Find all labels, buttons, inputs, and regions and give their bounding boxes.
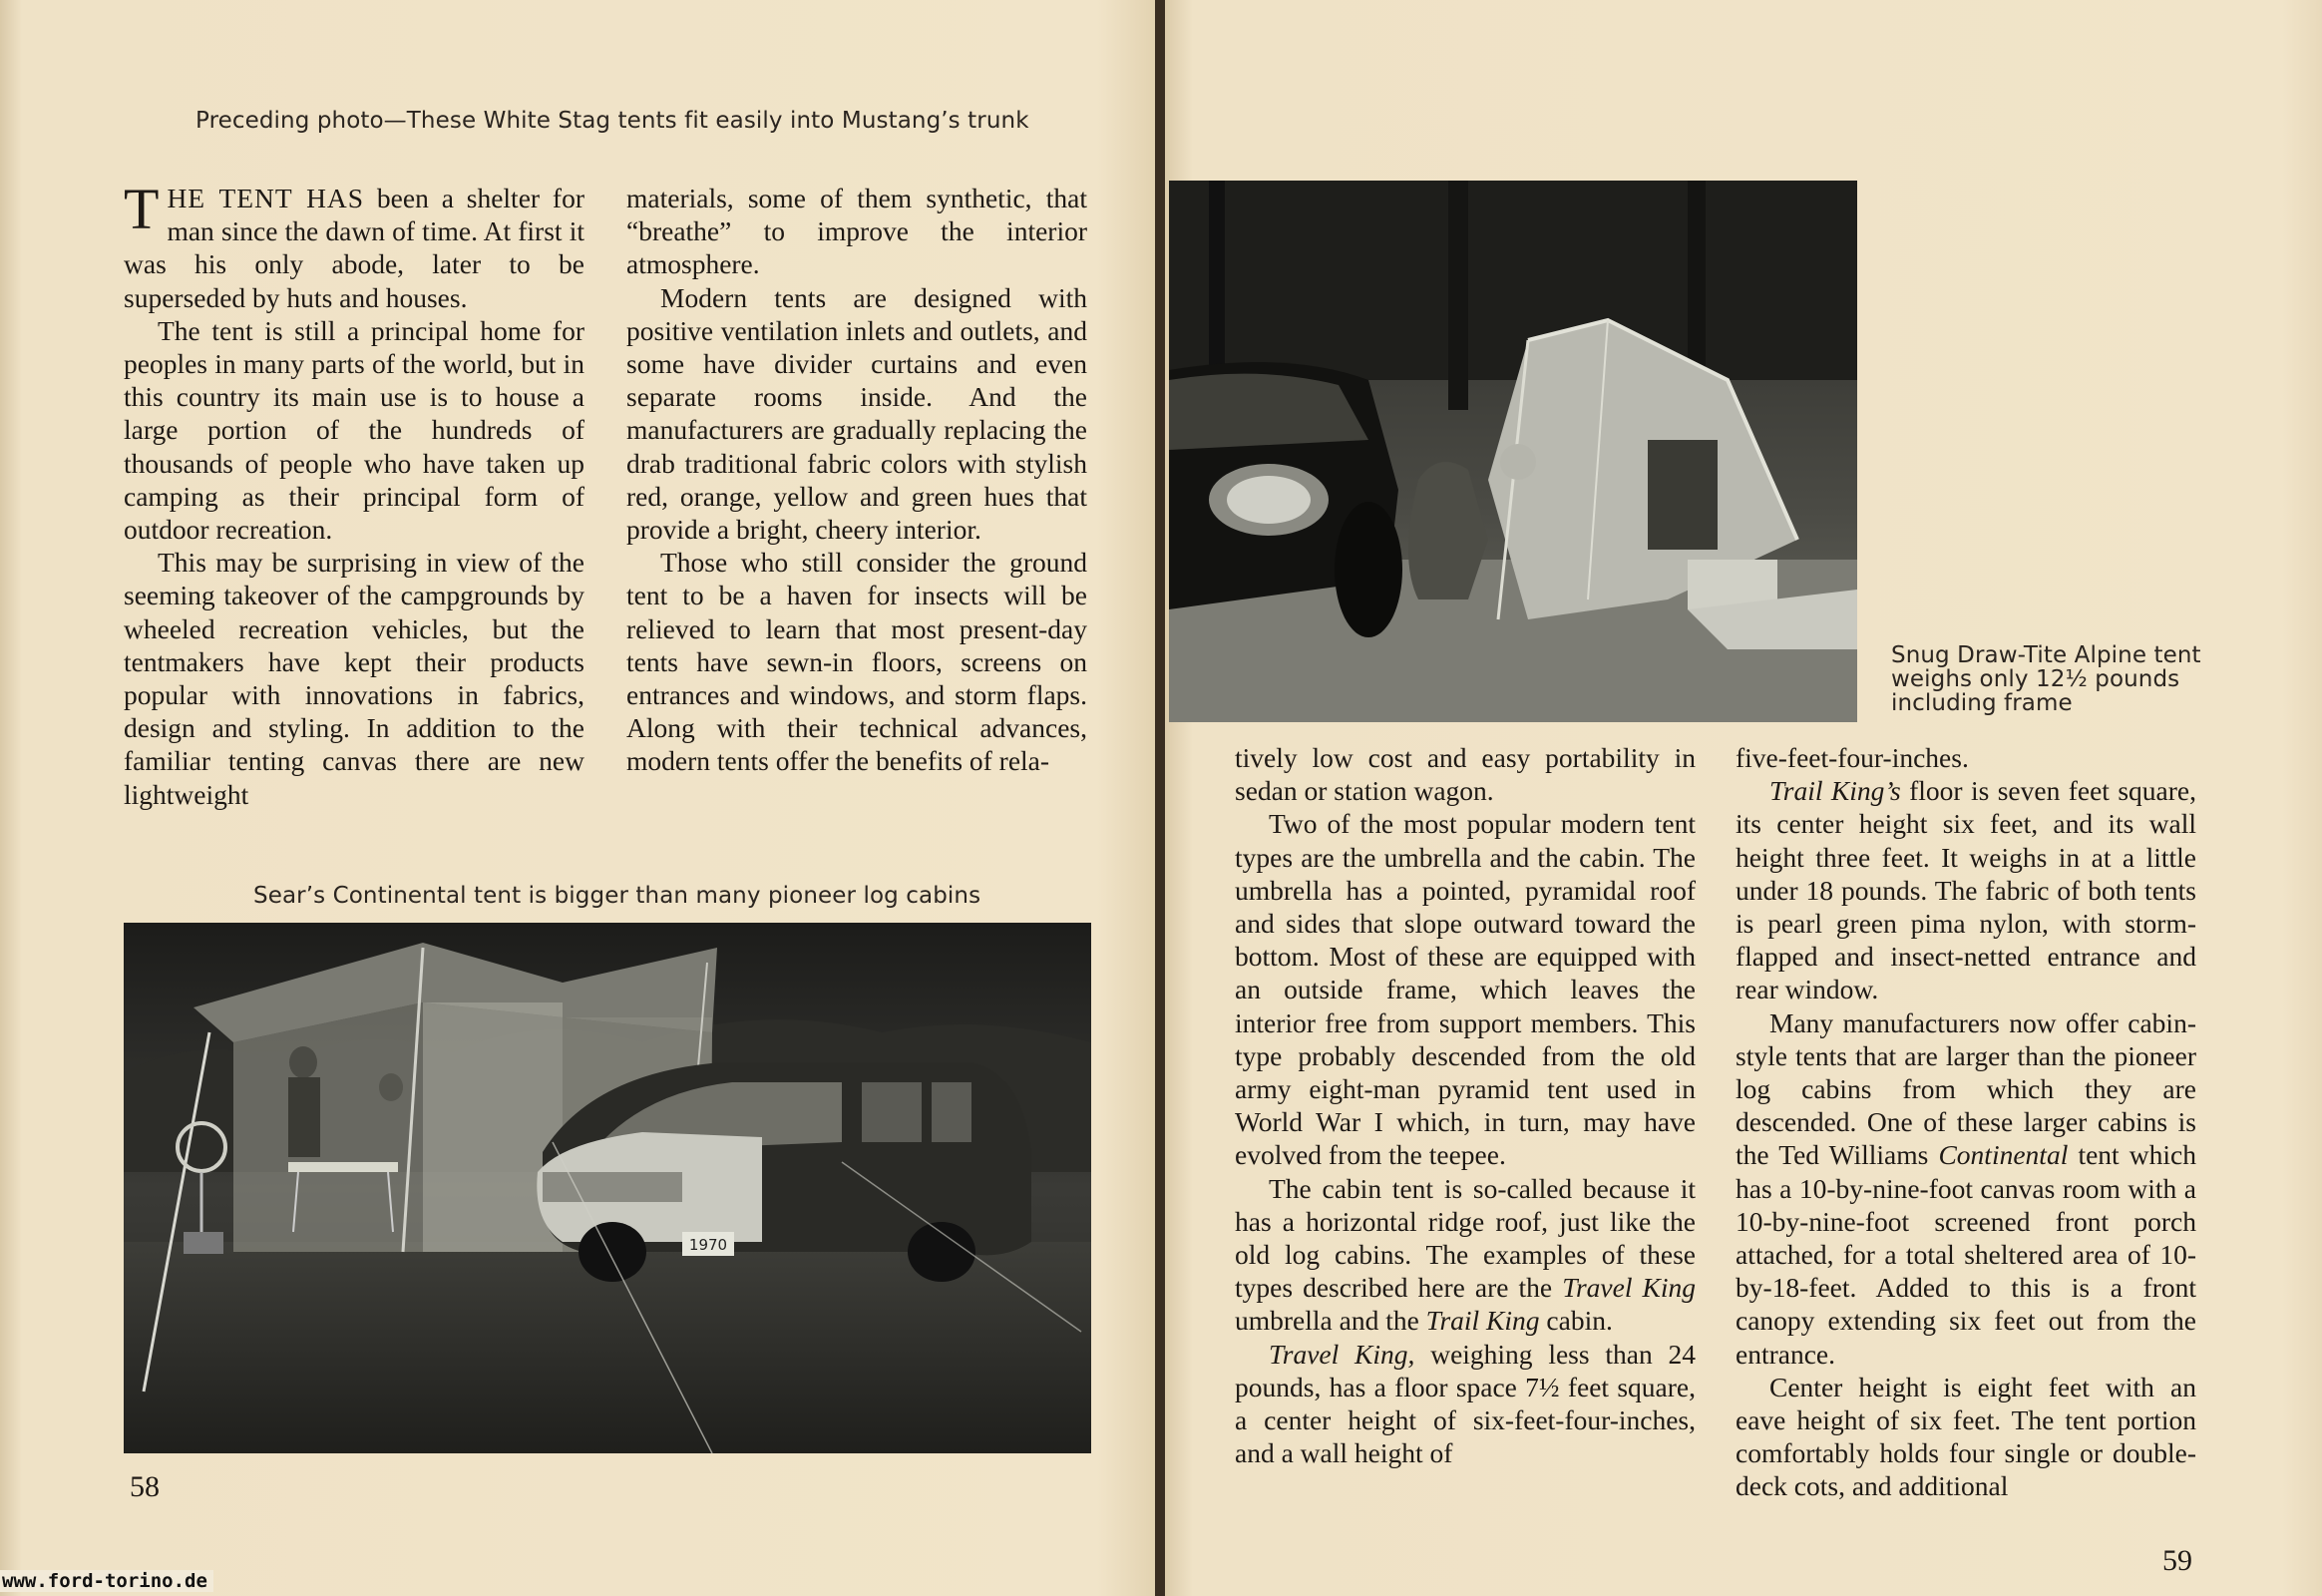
paragraph: Those who still consider the ground tent to be a haven for insects will be relieved to learn that most present-day tents have sewn-in floors, screens on entrances and windows, and storm flaps. Along with their technical advances, modern tents offer the benefits of rela- [626, 547, 1087, 777]
right-page [1165, 0, 2322, 1596]
paragraph: Travel King, weighing less than 24 pounds, has a floor space 7½ feet square, a center height of six-feet-four-inches, and a wall height of [1235, 1338, 1696, 1469]
right-column-2 [1736, 741, 2196, 1503]
page-number-left: 58 [130, 1470, 160, 1503]
paragraph: Trail King’s floor is seven feet square, its center height six feet, and its wall height three feet. It weighs in at a little under 18 pounds. The fabric of both tents is pearl green pima nylon, with storm-flapped and insect-netted entrance and rear window. [1736, 775, 2196, 1005]
left-page [0, 0, 1157, 1596]
page-number-right: 59 [2162, 1544, 2192, 1577]
paragraph: tively low cost and easy portability in sedan or station wagon. [1235, 742, 1696, 807]
site-watermark: www.ford-torino.de [0, 1570, 213, 1592]
left-column-1 [124, 177, 584, 811]
paragraph: The tent is still a principal home for peoples in many parts of the world, but in this country its main use is to house a large portion of the hundreds of thousands of people who have taken up camping as their principal form of outdoor recreation. [124, 314, 584, 546]
paragraph: This may be surprising in view of the seeming takeover of the campgrounds by wheeled recreation vehicles, but the tentmakers have kept their products popular with innovations in fabrics, design and styling. In addition to the familiar tenting canvas there are new lightweight [124, 547, 584, 810]
paragraph: THE TENT HAS been a shelter for man since the dawn of time. At first it was his only abode, later to be superseded by huts and houses. [124, 177, 584, 313]
paragraph: Many manufacturers now offer cabin-style tents that are larger than the pioneer log cabins from which they are descended. One of these larger cabins is the Ted Williams Continental tent which has a 10-by-nine-foot canvas room with a 10-by-nine-foot screened front porch attached, for a total sheltered area of 10-by-18-feet. Added to this is a front canopy extending six feet out from the entrance. [1736, 1006, 2196, 1370]
opening-smallcaps: HE TENT HAS [167, 183, 365, 213]
right-column-1 [1235, 741, 1696, 1469]
preceding-photo-caption: Preceding photo—These White Stag tents fit easily into Mustang’s trunk [195, 108, 1029, 134]
paragraph: Center height is eight feet with an eave height of six feet. The tent portion comfortably holds four single or double-deck cots, and additional [1736, 1371, 2196, 1502]
continental-tent-caption: Sear’s Continental tent is bigger than many pioneer log cabins [253, 883, 981, 909]
continental-tent-photo [124, 923, 1091, 1453]
alpine-tent-photo [1169, 181, 1857, 722]
license-plate-text: 1970 [688, 1236, 728, 1254]
alpine-tent-photo-illustration [1169, 181, 1857, 722]
paragraph: The cabin tent is so-called because it has a horizontal ridge roof, just like the old log cabins. The examples of these types described here are the Travel King umbrella and the Trail King cabin. [1235, 1172, 1697, 1337]
tent-wagon-photo-illustration [124, 923, 1091, 1453]
alpine-tent-caption: Snug Draw-Tite Alpine tent weighs only 12½ pounds including frame [1891, 642, 2201, 716]
left-column-2 [626, 182, 1087, 778]
paragraph: materials, some of them synthetic, that “breathe” to improve the interior atmosphere. [626, 183, 1087, 280]
paragraph: Two of the most popular modern tent types are the umbrella and the cabin. The umbrella has a pointed, pyramidal roof and sides that slope outward toward the bottom. Most of these are equipped with an outside frame, which leaves the interior free from support members. This type probably descended from the old army eight-man pyramid tent used in World War I which, in turn, may have evolved from the teepee. [1235, 808, 1696, 1171]
paragraph: Modern tents are designed with positive ventilation inlets and outlets, and some have divider curtains and even separate rooms inside. And the manufacturers are gradually replacing the drab traditional fabric colors with stylish red, orange, yellow and green hues that provide a bright, cheery interior. [626, 281, 1087, 546]
paragraph: five-feet-four-inches. [1736, 742, 1969, 773]
drop-cap: T [124, 177, 160, 241]
